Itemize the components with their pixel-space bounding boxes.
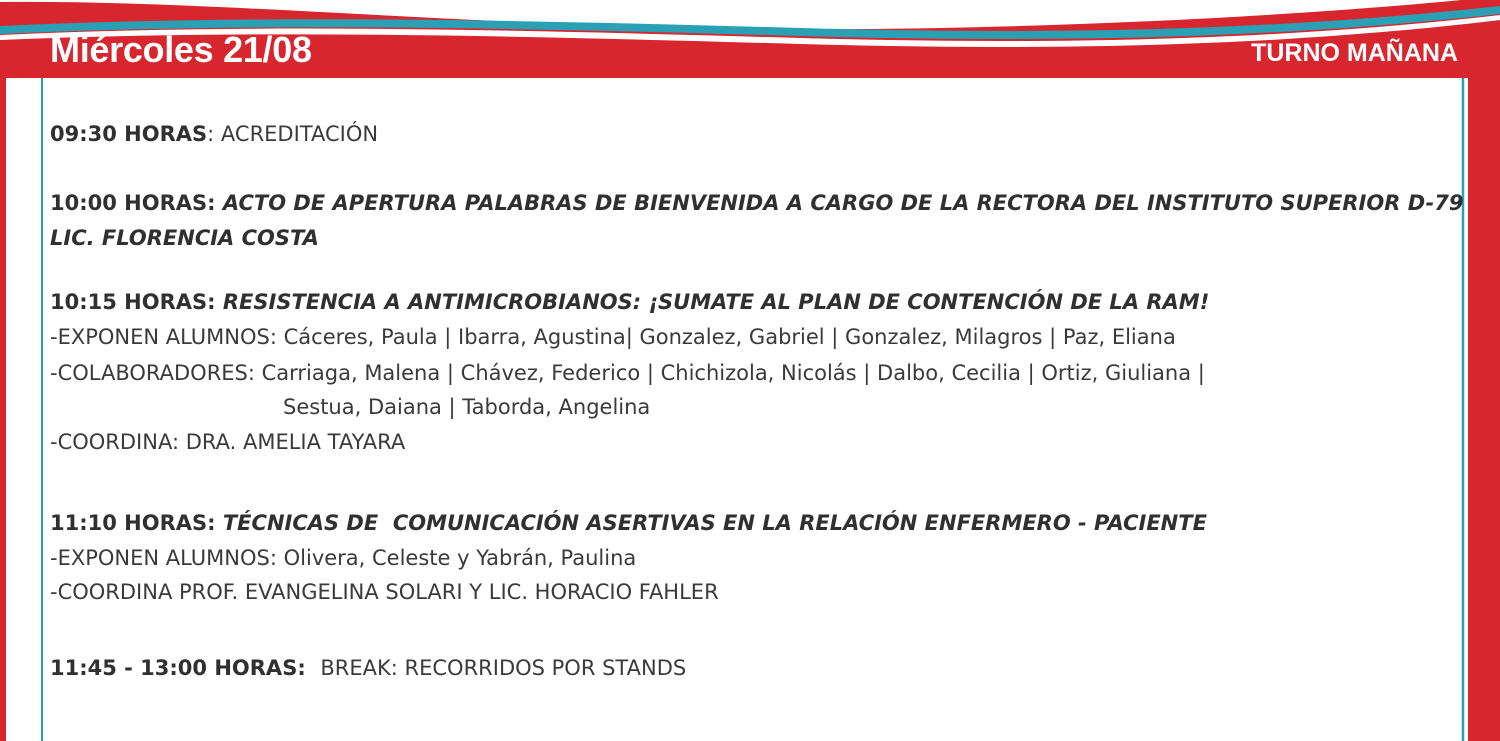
item-detail-line: -COORDINA: DRA. AMELIA TAYARA bbox=[50, 430, 406, 454]
right-red-edge bbox=[1468, 78, 1500, 741]
item-separator: : bbox=[207, 290, 223, 314]
item-title-line2: LIC. FLORENCIA COSTA bbox=[50, 226, 319, 250]
item-separator: : bbox=[207, 122, 221, 146]
item-title-continuation bbox=[50, 221, 319, 256]
schedule-item-antimicrobianos bbox=[50, 285, 1209, 320]
item-text: BREAK: RECORRIDOS POR STANDS bbox=[320, 656, 687, 680]
item-separator: : bbox=[297, 656, 321, 680]
schedule-item-acreditacion bbox=[50, 117, 378, 152]
item-time: 11:10 HORAS bbox=[50, 511, 208, 535]
item-title: ACTO DE APERTURA PALABRAS DE BIENVENIDA A CARGO DE LA RECTORA DEL INSTITUTO SUPERIOR D-79 bbox=[222, 191, 1464, 215]
left-red-edge bbox=[0, 78, 6, 741]
item-time: 10:00 HORAS bbox=[50, 191, 208, 215]
item-separator: : bbox=[207, 511, 223, 535]
schedule-item-apertura bbox=[50, 186, 1463, 221]
item-detail-line: Sestua, Daiana | Taborda, Angelina bbox=[283, 395, 651, 419]
item-title: RESISTENCIA A ANTIMICROBIANOS: ¡SUMATE AL PLAN DE CONTENCIÓN DE LA RAM! bbox=[222, 290, 1210, 314]
day-title: Miércoles 21/08 bbox=[50, 29, 312, 70]
shift-label: TURNO MAÑANA bbox=[1251, 39, 1458, 67]
item-time: 09:30 HORAS bbox=[50, 122, 208, 146]
item-detail-line: -COLABORADORES: Carriaga, Malena | Chávez, Federico | Chichizola, Nicolás | Dalbo, Cecilia | Ortiz, Giuliana | bbox=[50, 361, 1205, 385]
schedule-item-comunicacion bbox=[50, 506, 1207, 541]
item-detail-line: -EXPONEN ALUMNOS: Olivera, Celeste y Yabrán, Paulina bbox=[50, 546, 637, 570]
item-time: 10:15 HORAS bbox=[50, 290, 208, 314]
item-separator: : bbox=[207, 191, 223, 215]
item-time: 11:45 - 13:00 HORAS bbox=[50, 656, 298, 680]
item-text: ACREDITACIÓN bbox=[220, 122, 379, 146]
schedule-item-break bbox=[50, 651, 686, 686]
item-title: TÉCNICAS DE COMUNICACIÓN ASERTIVAS EN LA RELACIÓN ENFERMERO - PACIENTE bbox=[222, 511, 1207, 535]
item-detail-line: -EXPONEN ALUMNOS: Cáceres, Paula | Ibarra, Agustina| Gonzalez, Gabriel | Gonzalez, Milagros | Paz, Eliana bbox=[50, 325, 1176, 349]
item-detail-line: -COORDINA PROF. EVANGELINA SOLARI Y LIC. HORACIO FAHLER bbox=[50, 580, 719, 604]
